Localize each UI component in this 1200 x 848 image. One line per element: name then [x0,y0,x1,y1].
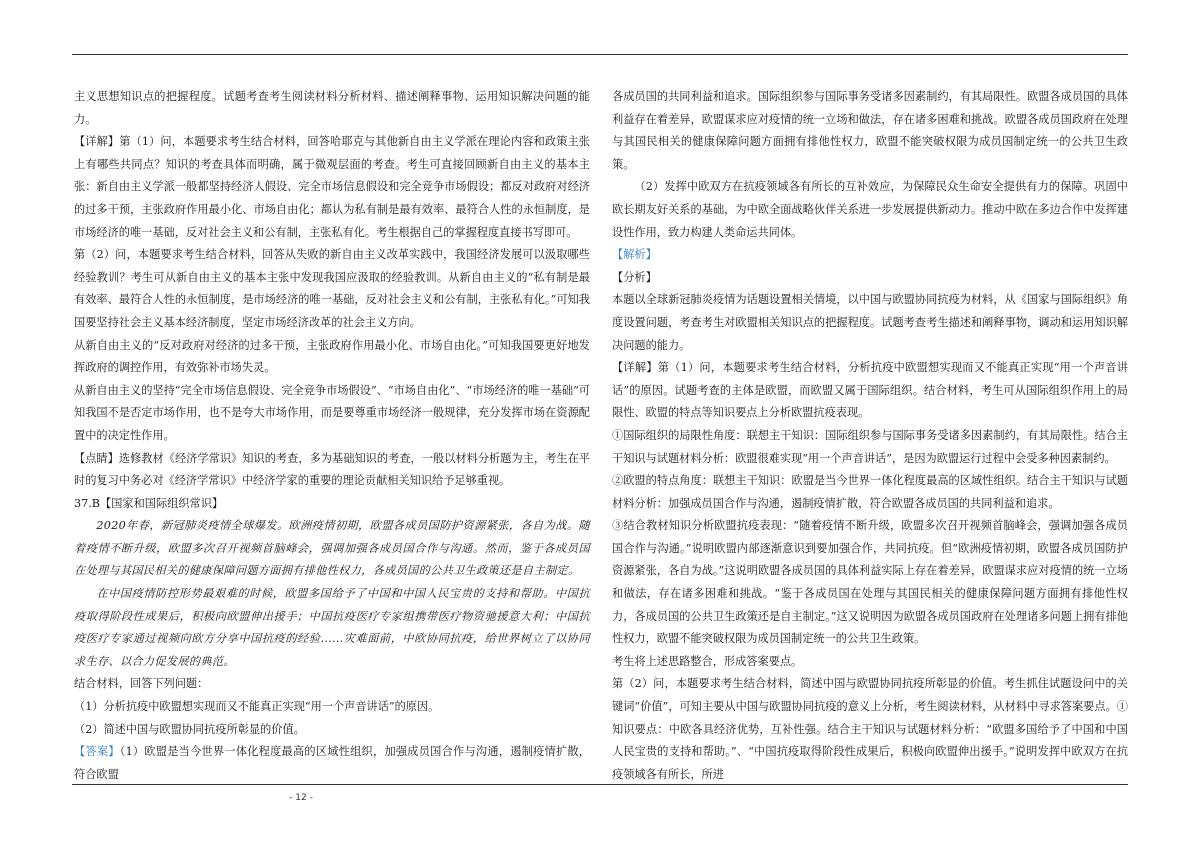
paragraph: 第（2）问，本题要求考生结合材料，简述中国与欧盟协同抗疫所彰显的价值。考生抓住试题设问中的关键词“价值”，可知主要从中国与欧盟协同抗疫的意义上分析，考生阅读材料，从材料中寻求答案要点。①知识要点：中欧各具经济优势，互补性强。结合主干知识与试题材料分析：“欧盟多国给予了中国和中国人民宝贵的支持和帮助。”、“中国抗疫取得阶段性成果后，积极向欧盟伸出援手。”说明发挥中欧双方在抗疫领域各有所长，所进 [612,677,1128,781]
material-passage: 2020年春，新冠肺炎疫情全球爆发。欧洲疫情初期，欧盟各成员国防护资源紧张，各自为战。随着疫情不断升级，欧盟多次召开视频首脑峰会，强调加强各成员国合作与沟通。然而，鉴于各成员国在处理与其国民相关的健康保障问题方面拥有排他性权力，各成员国的公共卫生政策还是自主制定。 [74,519,590,578]
paragraph: 从新自由主义的“反对政府对经济的过多干预，主张政府作用最小化、市场自由化。”可知我国要更好地发挥政府的调控作用，有效弥补市场失灵。 [74,338,590,375]
paragraph: 【详解】第（1）问，本题要求考生结合材料，回答哈耶克与其他新自由主义学派在理论内容和政策主张上有哪些共同点？知识的考查具体而明确，属于微观层面的考查。考生可直接回顾新自由主义的基本主张：新自由主义学派一般都坚持经济人假设、完全市场信息假设和完全竞争市场假设；都反对政府对经济的过多干预，主张政府作用最小化、市场自由化；都认为私有制是最有效率、最符合人性的永恒制度，是市场经济的唯一基础，反对社会主义和公有制，主张私有化。考生根据自己的掌握程度直接书写即可。 [74,135,590,239]
question-item: （2）简述中国与欧盟协同抗疫所彰显的价值。 [74,722,305,736]
paragraph: ①国际组织的局限性角度：联想主干知识：国际组织参与国际事务受诸多因素制约，有其局限性。结合主干知识与试题材料分析：欧盟很难实现“用一个声音讲话”，是因为欧盟运行过程中会受多种因素制约。 [612,428,1128,465]
analysis-tag: 【解析】 [612,248,657,262]
paragraph: 从新自由主义的坚持“完全市场信息假设、完全竞争市场假设”、“市场自由化”、“市场经济的唯一基础”可知我国不是否定市场作用，也不是夸大市场作用，而是要尊重市场经济一般规律，充分发挥市场在资源配置中的决定性作用。 [74,383,590,442]
left-column [74,86,590,786]
page-number: - 12 - [289,793,313,803]
answer-tag: 【答案】 [74,745,120,759]
paragraph: ③结合教材知识分析欧盟抗疫表现：“随着疫情不断升级，欧盟多次召开视频首脑峰会，强调加强各成员国合作与沟通。”说明欧盟内部逐渐意识到要加强合作，共同抗疫。但“欧洲疫情初期，欧盟各成员国防护资源紧张，各自为战。”这说明欧盟各成员国的具体利益实际上存在着差异，欧盟谋求应对疫情的统一立场和做法，存在诸多困难和挑战。“鉴于各成员国在处理与其国民相关的健康保障问题方面拥有排他性权力，各成员国的公共卫生政策还是自主制定。”这又说明因为欧盟各成员国政府在处理诸多问题上拥有排他性权力，欧盟不能突破权限为成员国制定统一的公共卫生政策。 [612,519,1128,646]
paragraph: 本题以全球新冠肺炎疫情为话题设置相关情境，以中国与欧盟协同抗疫为材料，从《国家与国际组织》角度设置问题，考查考生对欧盟相关知识点的把握程度。试题考查考生描述和阐释事物，调动和运用知识解决问题的能力。 [612,293,1128,352]
material-passage: 在中国疫情防控形势最艰难的时候，欧盟多国给予了中国和中国人民宝贵的支持和帮助。中国抗疫取得阶段性成果后，积极向欧盟伸出援手；中国抗疫医疗专家组携带医疗物资驰援意大利；中国抗疫医疗专家通过视频向欧方分享中国抗疫的经验……灾难面前，中欧协同抗疫，给世界树立了以协同求生存、以合力促发展的典范。 [74,587,590,668]
answer-paragraph [74,741,590,786]
paragraph: 【点睛】选修教材《经济学常识》知识的考查，多为基础知识的考查，一般以材料分析题为主，考生在平时的复习中务必对《经济学常识》中经济学家的重要的理论贡献相关知识给予足够重视。 [74,451,590,488]
paragraph: 考生将上述思路整合，形成答案要点。 [612,654,803,668]
paragraph: 各成员国的共同利益和追求。国际组织参与国际事务受诸多因素制约，有其局限性。欧盟各成员国的具体利益存在着差异，欧盟谋求应对疫情的统一立场和做法，存在诸多困难和挑战。欧盟各成员国政府在处理与其国民相关的健康保障问题方面拥有排他性权力，欧盟不能突破权限为成员国制定统一的公共卫生政策。 [612,90,1128,171]
paragraph: （2）发挥中欧双方在抗疫领域各有所长的互补效应，为保障民众生命安全提供有力的保障。巩固中欧长期友好关系的基础，为中欧全面战略伙伴关系进一步发展提供新动力。推动中欧在多边合作中发挥建设性作用，致力构建人类命运共同体。 [612,180,1128,239]
paragraph: ②欧盟的特点角度：联想主干知识：欧盟是当今世界一体化程度最高的区域性组织。结合主干知识与试题材料分析：加强成员国合作与沟通，遏制疫情扩散，符合欧盟各成员国的共同利益和追求。 [612,474,1128,510]
paragraph: 第（2）问，本题要求考生结合材料，回答从失败的新自由主义改革实践中，我国经济发展可以汲取哪些经验教训？考生可从新自由主义的基本主张中发现我国应汲取的经验教训。从新自由主义的“私有制是最有效率、最符合人性的永恒制度，是市场经济的唯一基础，反对社会主义和公有制，主张私有化。”可知我国要坚持社会主义基本经济制度，坚定市场经济改革的社会主义方向。 [74,248,590,329]
question-heading: 37.B【国家和国际组织常识】 [74,496,224,510]
paragraph: 【分析】 [612,270,657,284]
paragraph: 结合材料，回答下列问题： [74,677,209,691]
answer-text: （1）欧盟是当今世界一体化程度最高的区域性组织，加强成员国合作与沟通，遏制疫情扩散，符合欧盟 [74,745,590,781]
paragraph: 主义思想知识点的把握程度。试题考查考生阅读材料分析材料、描述阐释事物、运用知识解决问题的能力。 [74,90,590,126]
paragraph: 【详解】第（1）问，本题要求考生结合材料，分析抗疫中欧盟想实现而又不能真正实现“用一个声音讲话”的原因。试题考查的主体是欧盟，而欧盟又属于国际组织。结合材料，考生可从国际组织作用上的局限性、欧盟的特点等知识要点上分析欧盟抗疫表现。 [612,361,1128,420]
header-rule [72,54,1128,55]
footer-rule [72,784,1128,785]
right-column [612,86,1128,786]
question-item: （1）分析抗疫中欧盟想实现而又不能真正实现“用一个声音讲话”的原因。 [74,700,440,714]
